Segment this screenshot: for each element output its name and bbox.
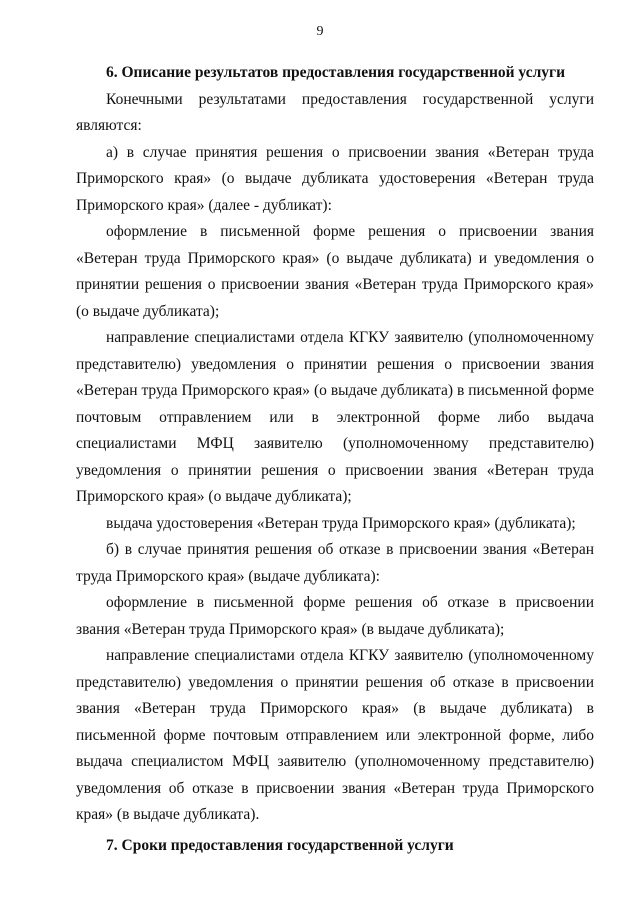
- paragraph-certificate-issue: выдача удостоверения «Ветеран труда Приморского края» (дубликата);: [106, 514, 576, 532]
- section-7-heading: 7. Сроки предоставления государственной услуги: [106, 836, 454, 854]
- paragraph-written-refusal: оформление в письменной форме решения об отказе в присвоении звания «Ветеран труда Приморского края» (в выдаче дубликата);: [76, 594, 594, 638]
- paragraph-case-a: а) в случае принятия решения о присвоении звания «Ветеран труда Приморского края» (о выдаче дубликата удостоверения «Ветеран труда Приморского края» (далее - дубликат):: [76, 143, 594, 214]
- paragraph-notification-sending: направление специалистами отдела КГКУ заявителю (уполномоченному представителю) уведомления о принятии решения о присвоении звания «Ветеран труда Приморского края» (о выдаче дубликата) в письменной форме почтовым отправлением или в электронной форме либо выдача специалистами МФЦ заявителю (уполномоченному представителю) уведомления о принятии решения о присвоении звания «Ветеран труда Приморского края» (о выдаче дубликата);: [76, 329, 594, 505]
- document-body: [76, 60, 594, 859]
- paragraph-results-intro: Конечными результатами предоставления государственной услуги являются:: [76, 90, 594, 134]
- paragraph-written-decision: оформление в письменной форме решения о присвоении звания «Ветеран труда Приморского края» (о выдаче дубликата) и уведомления о принятии решения о присвоении звания «Ветеран труда Приморского края» (о выдаче дубликата);: [76, 223, 594, 320]
- paragraph-case-b: б) в случае принятия решения об отказе в присвоении звания «Ветеран труда Приморского края» (выдаче дубликата):: [76, 541, 594, 585]
- paragraph-refusal-notification: направление специалистами отдела КГКУ заявителю (уполномоченному представителю) уведомления о принятии решения об отказе в присвоении звания «Ветеран труда Приморского края» (в выдаче дубликата) в письменной форме почтовым отправлением или электронной форме, либо выдача специалистом МФЦ заявителю (уполномоченному представителю) уведомления об отказе в присвоении звания «Ветеран труда Приморского края» (в выдаче дубликата).: [76, 647, 594, 823]
- page-number: 9: [316, 24, 324, 39]
- section-6-heading: 6. Описание результатов предоставления государственной услуги: [106, 64, 565, 81]
